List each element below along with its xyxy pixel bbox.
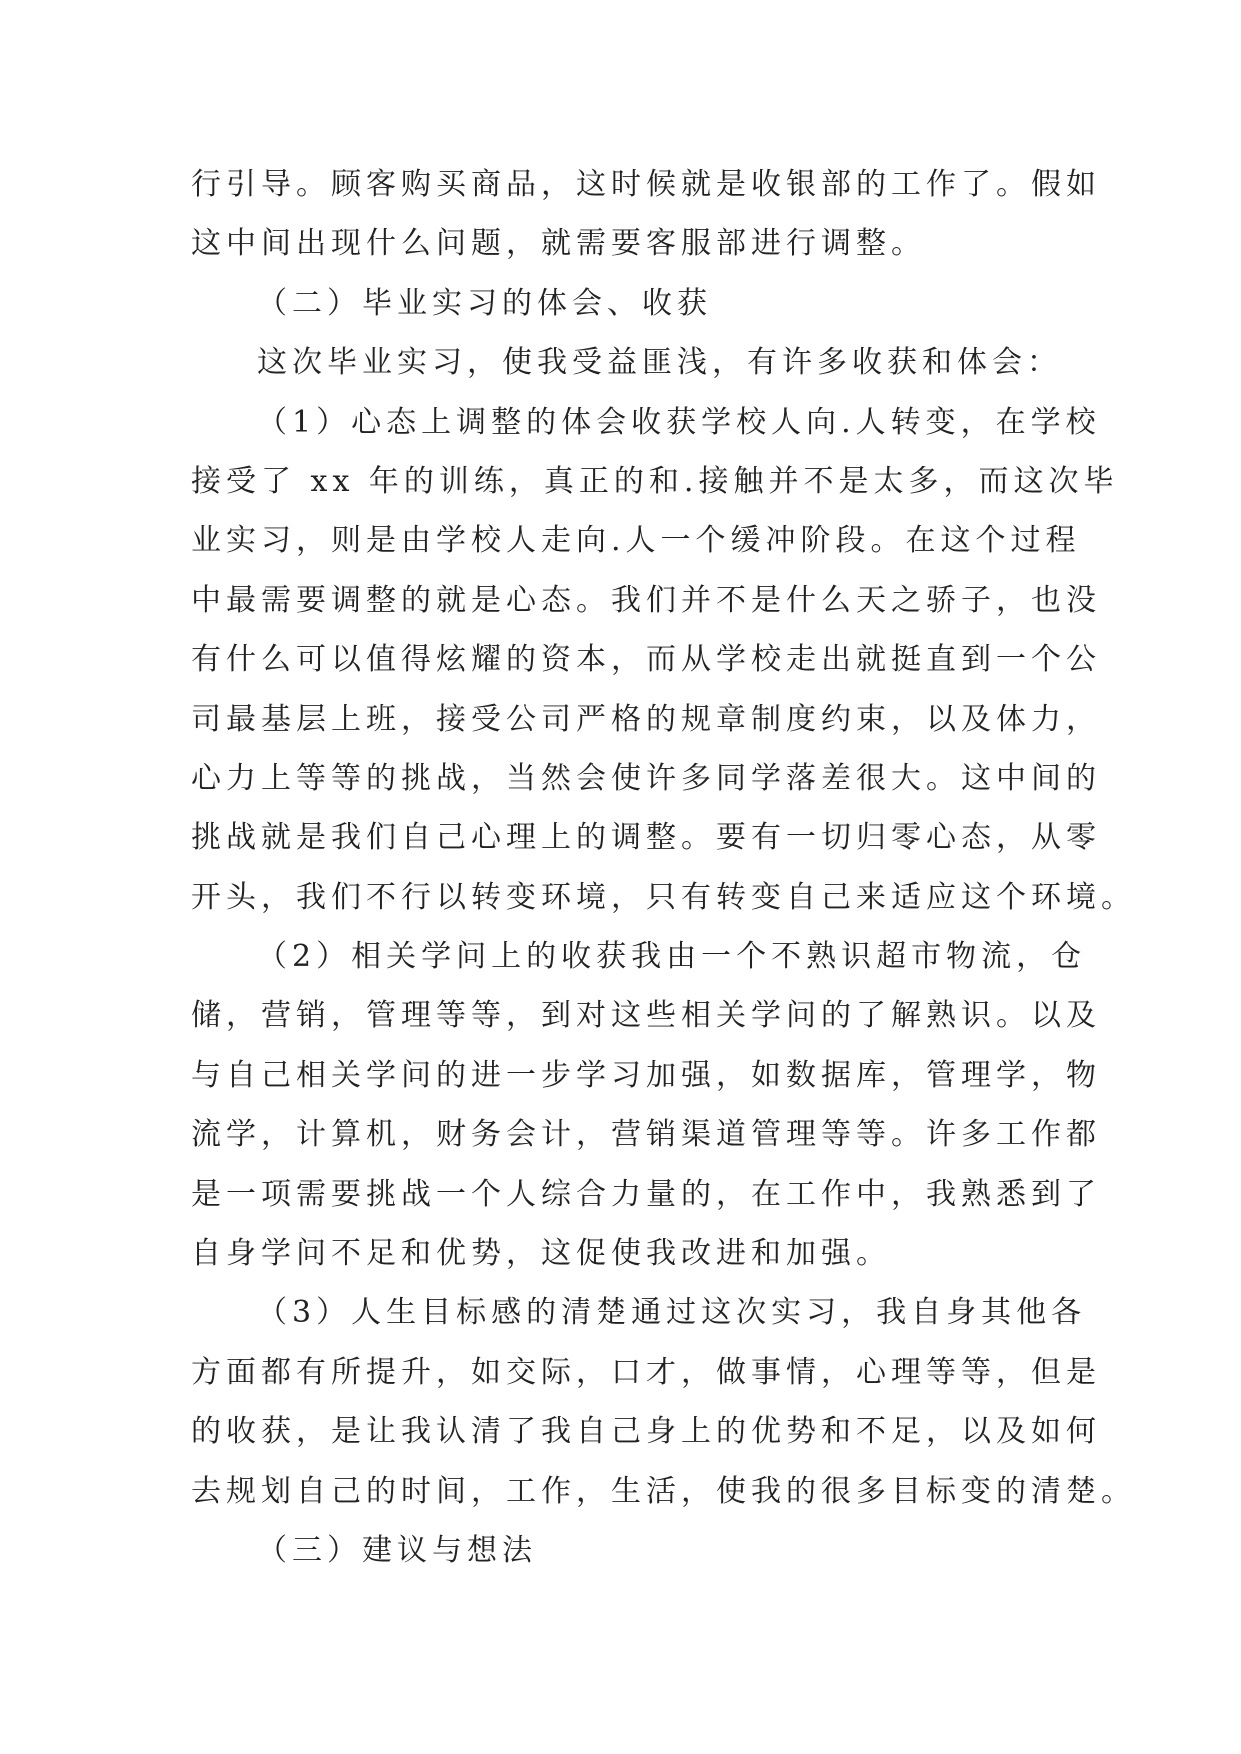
section-heading: （二）毕业实习的体会、收获 [257, 285, 712, 321]
text-line: 接受了 xx 年的训练，真正的和.接触并不是太多，而这次毕 [191, 463, 1119, 499]
text-line: 是一项需要挑战一个人综合力量的，在工作中，我熟悉到了 [191, 1176, 1101, 1212]
text-line: 流学，计算机，财务会计，营销渠道管理等等。许多工作都 [191, 1117, 1101, 1153]
text-line: 开头，我们不行以转变环境，只有转变自己来适应这个环境。 [191, 879, 1136, 915]
text-line: 心力上等等的挑战，当然会使许多同学落差很大。这中间的 [191, 760, 1101, 796]
text-line: 有什么可以值得炫耀的资本，而从学校走出就挺直到一个公 [191, 642, 1101, 678]
text-line: 去规划自己的时间，工作，生活，使我的很多目标变的清楚。 [191, 1473, 1136, 1509]
document-body [191, 155, 1136, 1580]
text-line: 的收获，是让我认清了我自己身上的优势和不足，以及如何 [191, 1414, 1101, 1450]
text-line: 储，营销，管理等等，到对这些相关学问的了解熟识。以及 [191, 998, 1101, 1034]
subsection-line: （3）人生目标感的清楚通过这次实习，我自身其他各 [257, 1295, 1087, 1331]
text-line: 司最基层上班，接受公司严格的规章制度约束，以及体力， [191, 701, 1101, 737]
text-line: 这次毕业实习，使我受益匪浅，有许多收获和体会： [257, 345, 1062, 381]
text-line: 与自己相关学问的进一步学习加强，如数据库，管理学，物 [191, 1057, 1101, 1093]
subsection-line: （1）心态上调整的体会收获学校人向.人转变，在学校 [257, 404, 1101, 440]
subsection-line: （2）相关学问上的收获我由一个不熟识超市物流，仓 [257, 939, 1087, 975]
text-line: 方面都有所提升，如交际，口才，做事情，心理等等，但是 [191, 1354, 1101, 1390]
text-line: 业实习，则是由学校人走向.人一个缓冲阶段。在这个过程 [191, 523, 1081, 559]
text-line: 自身学问不足和优势，这促使我改进和加强。 [191, 1236, 891, 1272]
text-line: 挑战就是我们自己心理上的调整。要有一切归零心态，从零 [191, 820, 1101, 856]
section-heading: （三）建议与想法 [257, 1532, 537, 1568]
text-line: 行引导。顾客购买商品，这时候就是收银部的工作了。假如 [191, 167, 1101, 202]
text-line: 中最需要调整的就是心态。我们并不是什么天之骄子，也没 [191, 582, 1101, 618]
text-line: 这中间出现什么问题，就需要客服部进行调整。 [191, 226, 926, 262]
